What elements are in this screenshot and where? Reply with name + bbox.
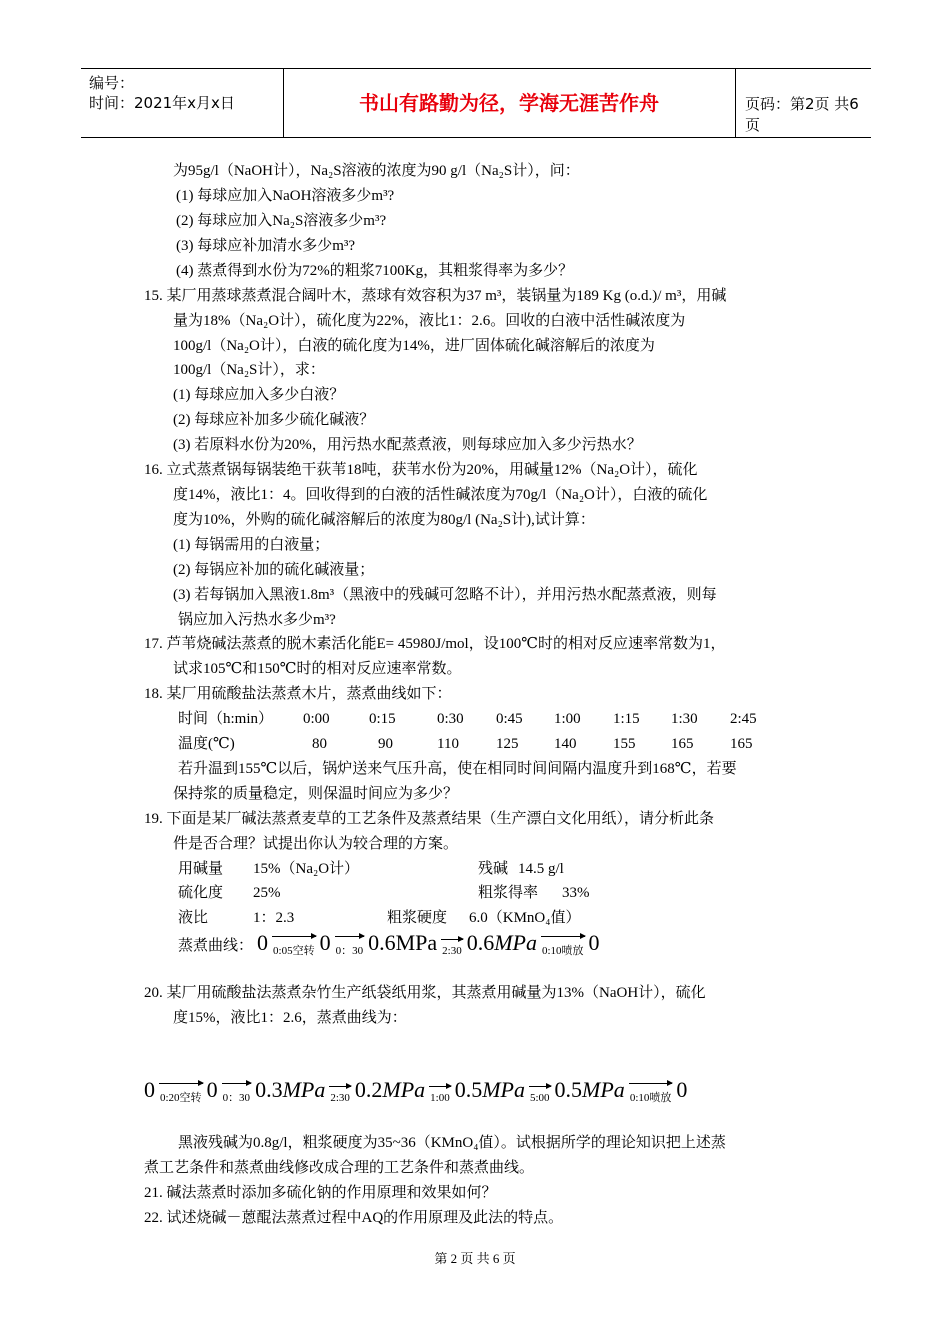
text-line: 件是否合理？试提出你认为较合理的方案。 xyxy=(173,836,459,852)
problem-17: 17. 芦苇烧碱法蒸煮的脱木素活化能E= 45980J/mol，设100℃时的相对反应速率常数为1， xyxy=(144,636,726,652)
arrow-step: 1:00 xyxy=(430,1092,450,1104)
time-cell: 0:30 xyxy=(437,711,464,727)
header-meta xyxy=(89,73,279,113)
page-header xyxy=(81,68,871,138)
problem-20: 20. 某厂用硫酸盐法蒸煮杂竹生产纸袋纸用浆，其蒸煮用碱量为13%（NaOH计），硫化 xyxy=(144,985,706,1001)
arrow-step: 0:10喷放 xyxy=(629,1089,673,1105)
serial-label: 编号： xyxy=(89,74,135,92)
time-cell: 1:15 xyxy=(613,711,640,727)
time-cell: 0:15 xyxy=(369,711,396,727)
problem-22: 22. 试述烧碱－蒽醌法蒸煮过程中AQ的作用原理及此法的特点。 xyxy=(144,1210,564,1226)
question-item: (4) 蒸煮得到水份为72%的粗浆7100Kg，其粗浆得率为多少？ xyxy=(176,263,574,279)
arrow-step: 0：30 xyxy=(222,1089,252,1105)
curve-value: 0.2 xyxy=(354,1077,383,1102)
problem-15: 15. 某厂用蒸球蒸煮混合阔叶木，蒸球有效容积为37 m³，装锅量为189 Kg (o.d.)/ m³，用碱 xyxy=(144,288,727,304)
curve-unit: MPa xyxy=(582,1077,625,1102)
cooking-curve-19 xyxy=(178,930,600,958)
temp-cell: 125 xyxy=(496,736,519,752)
header-page-number: 页码：第2页 共6页 xyxy=(745,95,859,134)
text-line: 100g/l（Na₂S计），求： xyxy=(173,362,325,378)
sulfidity-value: 25% xyxy=(253,885,281,901)
text-line: 度14%，液比1：4。回收得到的白液的活性碱浓度为70g/l（Na₂O计），白液的硫化 xyxy=(173,487,708,503)
yield-label: 粗浆得率 xyxy=(478,885,539,901)
temp-cell: 165 xyxy=(671,736,694,752)
text-line: 保持浆的质量稳定，则保温时间应为多少？ xyxy=(173,786,459,802)
curve-value: 0 xyxy=(257,930,269,955)
cooking-curve-20 xyxy=(144,1077,687,1105)
question-item: (3) 每球应补加清水多少m³? xyxy=(176,238,356,254)
arrow-step: 0：30 xyxy=(335,942,365,958)
curve-value: 0 xyxy=(676,1077,688,1102)
time-row-label: 时间（h:min） xyxy=(178,711,274,727)
arrow-step: 0:10喷放 xyxy=(541,942,585,958)
text-line: 若升温到155℃以后，锅炉送来气压升高，使在相同时间间隔内温度升到168℃，若要 xyxy=(178,761,737,777)
question-item: (3) 若每锅加入黑液1.8m³（黑液中的残碱可忽略不计），并用污热水配蒸煮液，则每 xyxy=(173,587,717,603)
question-item: (2) 每球应加入Na₂S溶液多少m³? xyxy=(176,213,387,229)
date-label: 时间：2021年x月x日 xyxy=(89,94,235,112)
problem-19: 19. 下面是某厂碱法蒸煮麦草的工艺条件及蒸煮结果（生产漂白文化用纸），请分析此条 xyxy=(144,811,715,827)
text-line: 量为18%（Na₂O计），硫化度为22%，液比1：2.6。回收的白液中活性碱浓度为 xyxy=(173,313,686,329)
curve-value: 0.5 xyxy=(454,1077,483,1102)
header-divider xyxy=(735,69,736,137)
curve-value: 0.6MPa xyxy=(368,930,438,955)
time-cell: 1:30 xyxy=(671,711,698,727)
page-footer: 第 2 页 共 6 页 xyxy=(434,1251,516,1266)
ratio-label: 液比 xyxy=(178,910,209,926)
sulfidity-label: 硫化度 xyxy=(178,885,224,901)
problem-21: 21. 碱法蒸煮时添加多硫化钠的作用原理和效果如何？ xyxy=(144,1185,497,1201)
alkali-value: 15%（Na₂O计） xyxy=(253,861,360,877)
text-line: 100g/l（Na₂O计），白液的硫化度为14%，进厂固体硫化碱溶解后的浓度为 xyxy=(173,338,655,354)
arrow-step: 0:20空转 xyxy=(159,1089,203,1105)
arrow-step: 5:00 xyxy=(529,1092,550,1104)
alkali-label: 用碱量 xyxy=(178,861,224,877)
time-cell: 0:45 xyxy=(496,711,523,727)
curve-unit: MPa xyxy=(494,930,537,955)
curve-value: 0 xyxy=(588,930,600,955)
temp-cell: 90 xyxy=(378,736,393,752)
text-line: 黑液残碱为0.8g/l，粗浆硬度为35~36（KMnO₄值）。试根据所学的理论知识把上述蒸 xyxy=(178,1135,726,1151)
curve-value: 0 xyxy=(206,1077,218,1102)
question-item: (2) 每锅应补加的硫化碱液量； xyxy=(173,562,375,578)
text-line: 锅应加入污热水多少m³? xyxy=(178,612,336,628)
temp-cell: 155 xyxy=(613,736,636,752)
question-item: (1) 每球应加入多少白液？ xyxy=(173,387,345,403)
curve-value: 0 xyxy=(144,1077,155,1102)
text-line: 煮工艺条件和蒸煮曲线修改成合理的工艺条件和蒸煮曲线。 xyxy=(144,1160,535,1176)
question-item: (1) 每球应加入NaOH溶液多少m³? xyxy=(176,188,395,204)
arrow-step: 0:05空转 xyxy=(272,942,316,958)
temp-cell: 80 xyxy=(312,736,327,752)
residual-label: 残碱 xyxy=(478,861,509,877)
residual-value: 14.5 g/l xyxy=(518,861,564,877)
text-line: 度为10%，外购的硫化碱溶解后的浓度为80g/l (Na₂S计),试计算： xyxy=(173,512,595,528)
temp-cell: 110 xyxy=(437,736,459,752)
yield-value: 33% xyxy=(562,885,590,901)
temp-row-label: 温度(℃) xyxy=(178,736,235,752)
header-motto: 书山有路勤为径，学海无涯苦作舟 xyxy=(359,91,659,115)
curve-value: 0.3 xyxy=(255,1077,283,1102)
curve-value: 0.5 xyxy=(554,1077,583,1102)
temp-cell: 140 xyxy=(554,736,577,752)
text-line: 试求105℃和150℃时的相对反应速率常数。 xyxy=(173,661,462,677)
time-cell: 0:00 xyxy=(303,711,330,727)
question-item: (3) 若原料水份为20%，用污热水配蒸煮液，则每球应加入多少污热水？ xyxy=(173,437,642,453)
time-cell: 1:00 xyxy=(554,711,581,727)
curve-value: 0.6 xyxy=(466,930,495,955)
curve-value: 0 xyxy=(319,930,331,955)
ratio-value: 1：2.3 xyxy=(253,910,295,926)
curve-unit: MPa xyxy=(382,1077,426,1102)
text-line: 度15%，液比1：2.6，蒸煮曲线为： xyxy=(173,1010,407,1026)
problem-18: 18. 某厂用硫酸盐法蒸煮木片，蒸煮曲线如下： xyxy=(144,686,452,702)
arrow-step: 2:30 xyxy=(442,945,462,957)
curve-unit: MPa xyxy=(482,1077,525,1102)
text-line: 为95g/l（NaOH计），Na₂S溶液的浓度为90 g/l（Na₂S计），问： xyxy=(173,163,580,179)
question-item: (2) 每球应补加多少硫化碱液？ xyxy=(173,412,375,428)
hardness-label: 粗浆硬度 xyxy=(387,910,448,926)
temp-cell: 165 xyxy=(730,736,753,752)
time-cell: 2:45 xyxy=(730,711,757,727)
arrow-step: 2:30 xyxy=(330,1092,350,1104)
question-item: (1) 每锅需用的白液量； xyxy=(173,537,330,553)
problem-16: 16. 立式蒸煮锅每锅装绝干荻苇18吨，获苇水份为20%，用碱量12%（Na₂O计），硫化 xyxy=(144,462,698,478)
curve-label: 蒸煮曲线： xyxy=(178,938,254,954)
curve-unit: MPa xyxy=(282,1077,326,1102)
hardness-value: 6.0（KMnO₄值） xyxy=(469,910,581,926)
